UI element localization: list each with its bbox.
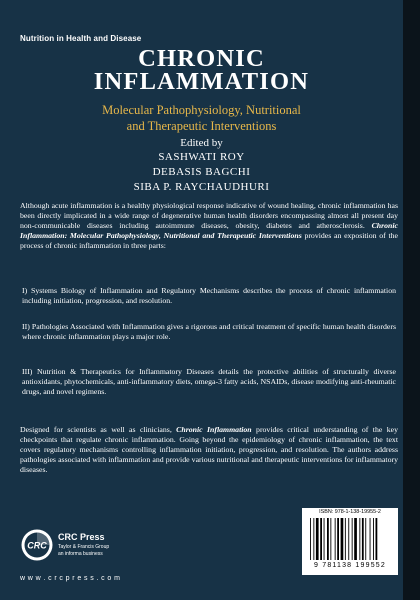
editor-name: SASHWATI ROY (158, 151, 245, 163)
barcode (302, 508, 398, 575)
svg-text:CRC: CRC (27, 540, 47, 551)
barcode-digits: 9 781138 199552 (314, 562, 386, 569)
publisher-name: CRC Press (58, 532, 105, 542)
subtitle-line1: Molecular Pathophysiology, Nutritional (102, 103, 301, 117)
subtitle-line2: and Therapeutic Interventions (126, 119, 277, 133)
publisher-group: Taylor & Francis Group (58, 544, 110, 550)
publisher-informa: an informa business (58, 551, 103, 557)
isbn-label: ISBN: 978-1-138-19955-2 (319, 509, 381, 515)
intro-book-title: Chronic Inflammation: Molecular Pathophysiology, Nutritional and Therapeutic Interventions (20, 221, 398, 240)
series-title: Nutrition in Health and Disease (20, 34, 142, 43)
intro-paragraph (20, 201, 398, 251)
barcode-bars-icon (309, 518, 391, 560)
closing-text: Designed for scientists as well as clinicians, (20, 425, 177, 434)
closing-paragraph (20, 425, 398, 475)
publisher-website: w w w . c r c p r e s s . c o m (20, 575, 121, 582)
closing-book-title: Chronic Inflammation (176, 425, 252, 434)
part-three-paragraph: III) Nutrition & Therapeutics for Inflammatory Diseases details the protective abilities of structurally diverse antioxidants, phytochemicals, anti-inflammatory diets, omega-3 fatty acids, NSAIDs, disease modifying anti-rheumatic drugs, and novel regimens. (22, 367, 396, 396)
part-one-paragraph: I) Systems Biology of Inflammation and Regulatory Mechanisms describes the process of chronic inflammation including initiation, progression, and resolution. (22, 286, 396, 305)
publisher-block (20, 528, 190, 570)
editor-name: DEBASIS BAGCHI (152, 166, 251, 178)
part-two-paragraph: II) Pathologies Associated with Inflammation gives a rigorous and critical treatment of specific human health disorders where chronic inflammation plays a major role. (22, 322, 396, 341)
spine-edge (403, 0, 420, 600)
intro-text-end: provides an exposition of the process of chronic inflammation in three parts: (20, 231, 398, 250)
intro-text: Although acute inflammation is a healthy physiological response indicative of wound healing, chronic inflammation has been directly implicated in a wide range of degenerative human health disorders encompassing almost all present day non-communicable diseases including autoimmune diseases, obesity, diabetes and atherosclerosis. (20, 201, 398, 230)
book-title-line1: CHRONIC (138, 45, 265, 72)
book-title-line2: INFLAMMATION (93, 68, 310, 95)
crc-logo-icon (20, 528, 54, 562)
editor-name: SIBA P. RAYCHAUDHURI (133, 181, 270, 193)
edited-by-label: Edited by (180, 137, 223, 149)
closing-text-end: provides critical understanding of the key checkpoints that regulate chronic inflammation. Going beyond the epidemiology of chronic inflammation, the text covers regulatory mechanisms controlling inflammation initiation, progression, and resolution. The authors address pathologies associated with inflammation and provide various nutritional and therapeutic interventions for inflammatory diseases. (20, 425, 398, 474)
